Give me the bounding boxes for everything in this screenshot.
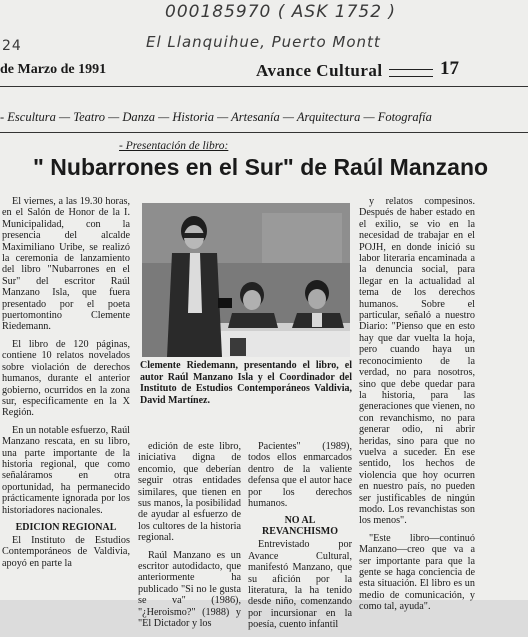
paragraph: El viernes, a las 19.30 horas, en el Salón de Honor de la I. Municipalidad, con la presencia del alcalde Maximiliano Uribe, se realizó la ceremonia de lanzamiento del libro "Nubarrones en el Sur" del escritor Raúl Manzano Isla, que fuera presentado por el poeta puertomontino Clemente Riedemann. <box>2 196 130 333</box>
handwritten-source-note: El Llanquihue, Puerto Montt <box>146 33 381 51</box>
paragraph: El libro de 120 páginas, contiene 10 relatos novelados sobre violación de derechos humanos, durante el anterior gobierno, ocurridos en la zona sur, especificamente en la X Región. <box>2 338 130 419</box>
handwritten-page-note: 24 <box>2 38 22 54</box>
article-column-1 <box>2 196 130 575</box>
issue-date: de Marzo de 1991 <box>0 62 107 77</box>
top-divider <box>0 86 528 87</box>
masthead-rule <box>389 69 433 77</box>
topics-divider <box>0 132 528 133</box>
page-number: 17 <box>440 58 459 79</box>
paragraph: En un notable esfuerzo, Raúl Manzano rescata, en su libro, una parte importante de la historia regional, que como señaláramos en otra oportunidad, ha permanecido prácticamente ignorada por los historiadores nacionales. <box>2 424 130 516</box>
photo-illustration <box>142 203 350 357</box>
paragraph: edición de este libro, iniciativa digna de encomio, que deberían seguir otras entidades similares, que tienen en sus manos, la posibilidad de ayudar al esfuerzo de los cultores de la historia regional. <box>138 441 241 544</box>
article-column-2 <box>138 441 241 636</box>
article-photo <box>142 203 350 357</box>
section-topics: - Escultura — Teatro — Danza — Historia — Artesanía — Arquitectura — Fotografía <box>0 110 432 124</box>
photo-caption: Clemente Riedemann, presentando el libro, el autor Raúl Manzano Isla y el Coordinador del Instituto de Estudios Contemporáneos Valdivia, David Martínez. <box>140 360 352 406</box>
article-kicker: - Presentación de libro: <box>119 140 229 152</box>
archive-handwritten-number: 000185970 ( ASK 1752 ) <box>165 2 397 22</box>
article-column-4 <box>359 196 475 619</box>
paragraph: y relatos compesinos. Después de haber estado en el exilio, se vio en la necesidad de trabajar en el POJH, en donde inició su labor literaria encaminada a la denuncia social, para llegar en la actualidad al tema de los derechos humanos. Sobre el particular, señaló a nuestro Diario: "Pienso que en esto hay que dar vuelta la hoja, pero cuando haya un reconocimiento de la verdad, no para nosotros, sino que debe quedar para la historia, para las generaciones que vienen, no con revanchismo, no para generar odio, ni abrir heridas, sino para que no vuelva a suceder. En ese sentido, los hechos de violencia que hoy ocurren en nuestro país, no pueden ser justificables de ningún modo. Los revanchistas son los menos". <box>359 196 475 527</box>
paragraph: "Este libro—continuó Manzano—creo que va a ser importante para que la gente se haga conciencia de esta situación. El libro es un medio de comunicación, y como tal, ayuda". <box>359 532 475 613</box>
article-column-3 <box>248 441 352 637</box>
article-headline: " Nubarrones en el Sur" de Raúl Manzano <box>33 154 489 180</box>
paragraph: Pacientes" (1989), todos ellos enmarcados dentro de la valiente defensa que el autor hace por los derechos humanos. <box>248 441 352 510</box>
subheading: EDICION REGIONAL <box>15 521 117 533</box>
paragraph: Raúl Manzano es un escritor autodidacto, que anteriormente ha publicado "Si no le gusta se va" (1986), "¿Heroismo?" (1988) y "El Dictador y los <box>138 549 241 630</box>
paragraph: El Instituto de Estudios Contemporáneos de Valdivia, apoyó en parte la <box>2 534 130 569</box>
paragraph: Entrevistado por Avance Cultural, manifestó Manzano, que su afición por la literatura, la ha tenido desde niño, comenzando por incursionar en la poesía, cuento infantil <box>248 539 352 631</box>
subheading: NO AL REVANCHISMO <box>262 515 338 538</box>
section-title: Avance Cultural <box>256 61 383 80</box>
